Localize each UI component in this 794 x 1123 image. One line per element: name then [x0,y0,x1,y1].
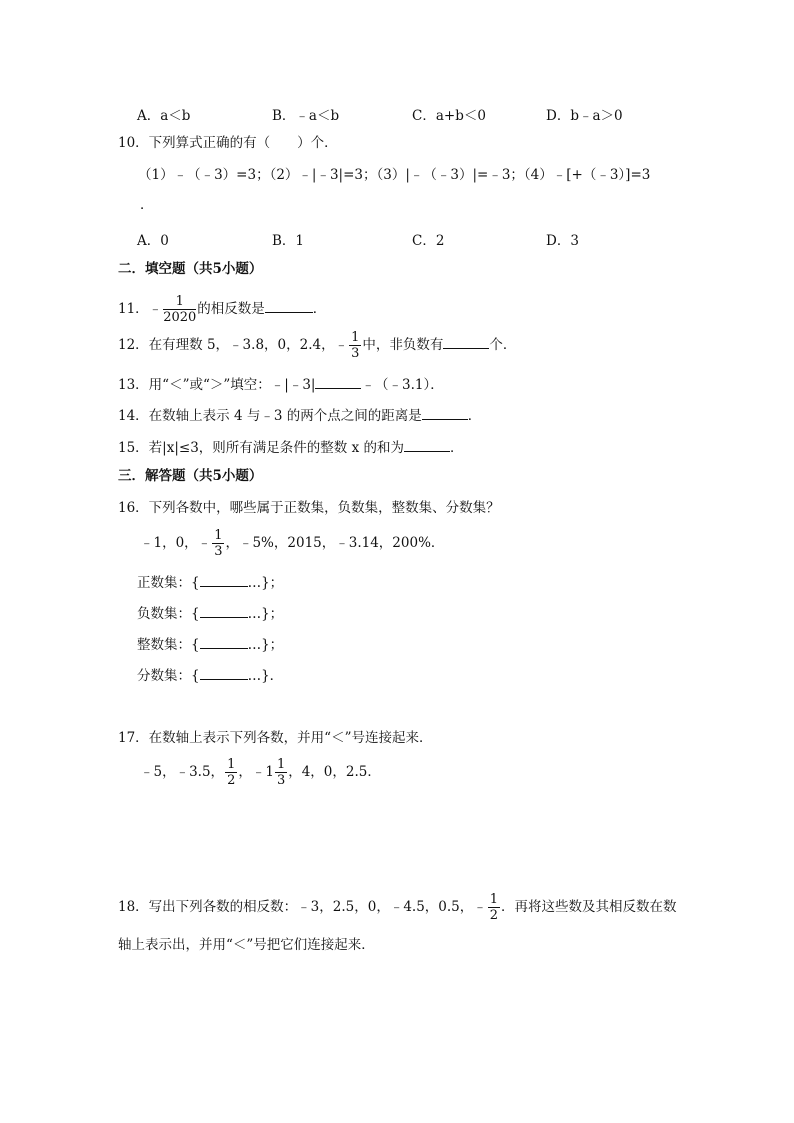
q16-fraction-blank[interactable] [200,665,248,680]
q9-option-a: A．a＜b [137,108,191,124]
q10-stem: 10．下列算式正确的有（ ）个． [118,135,338,151]
q15-answer-blank[interactable] [404,437,450,452]
q17-f1-numerator: 1 [227,757,236,772]
q16-set-end: …}； [247,575,284,591]
q17-f2-denominator: 3 [276,773,286,788]
q13-answer-blank[interactable] [315,374,361,389]
q10-option-b: B．1 [272,233,305,249]
q9-option-d: D．b﹣a＞0 [546,108,623,124]
q17-part-3: ，4，0，2.5． [288,764,381,780]
q12-numerator: 1 [351,330,360,345]
q9-option-b: B．﹣a＜b [272,108,340,124]
q14-end: ． [467,408,482,424]
q11-numerator: 1 [163,294,196,310]
q13-end: ﹣（﹣3.1）． [361,377,444,393]
q17-part-1: ﹣5，﹣3.5， [140,764,225,780]
q11-prefix: 11．﹣ [118,301,163,317]
q16-numerator: 1 [214,528,223,543]
q16-denominator: 3 [214,544,223,559]
q10-period: ． [140,197,154,213]
q10-option-c: C．2 [412,233,445,249]
q16-set-label: 正数集：{ [137,575,200,591]
q16-fraction [212,528,224,559]
q16-integer-blank[interactable] [200,634,248,649]
q15-end: ． [450,440,464,456]
q11-fraction [163,294,196,325]
q16-numbers [140,526,444,560]
q16-stem: 16．下列各数中，哪些属于正数集，负数集，整数集、分数集？ [118,500,500,516]
q17-part-2: ，﹣1 [238,764,274,780]
q16-numbers-suffix: ，﹣5%，2015，﹣3.14，200%． [225,535,445,551]
q17-f2-numerator: 1 [276,757,286,772]
question-15 [118,437,464,457]
q17-stem: 17．在数轴上表示下列各数，并用“＜”号连接起来． [118,730,433,746]
q14-text: 14．在数轴上表示 4 与﹣3 的两个点之间的距离是 [118,408,422,424]
q16-numbers-prefix: ﹣1，0，﹣ [140,535,212,551]
q17-fraction-1 [225,757,237,788]
q11-suffix: 的相反数是 [197,301,265,317]
q18-numerator: 1 [489,892,499,907]
q10-option-d: D．3 [546,233,579,249]
section-heading-answer: 三．解答题（共5小题） [118,468,263,484]
q16-positive-blank[interactable] [200,572,248,587]
q18-line-2: 轴上表示出，并用“＜”号把它们连接起来． [118,937,375,953]
q16-set-end: …}． [247,668,284,684]
q17-f1-denominator: 2 [227,773,236,788]
q18-part-1: 18．写出下列各数的相反数：﹣3，2.5，0，﹣4.5，0.5，﹣ [118,899,487,915]
q16-set-label: 整数集：{ [137,637,200,653]
q16-negative-blank[interactable] [200,603,248,618]
question-13 [118,374,444,394]
q11-denominator: 2020 [163,310,197,325]
question-12 [118,328,516,362]
q15-text: 15．若|x|≤3，则所有满足条件的整数 x 的和为 [118,440,404,456]
q18-line-1 [118,890,677,924]
q12-fraction [349,330,361,361]
q12-suffix: 中，非负数有 [362,337,444,353]
q9-option-c: C．a+b＜0 [412,108,486,124]
q13-prefix: 13．用“＜”或“＞”填空：﹣|﹣3| [118,377,316,393]
q16-set-end: …}； [247,637,284,653]
q16-set-end: …}； [247,606,284,622]
q11-answer-blank[interactable] [265,298,313,313]
q10-option-a: A．0 [137,233,169,249]
q16-set-label: 负数集：{ [137,606,200,622]
q17-numbers [140,755,381,789]
q12-denominator: 3 [351,346,360,361]
q12-end: 个． [489,337,517,353]
section-heading-fill-in: 二．填空题（共5小题） [118,261,263,277]
q12-answer-blank[interactable] [443,334,489,349]
q18-fraction [488,892,500,923]
question-14 [118,405,481,425]
q11-end: ． [312,301,327,317]
q10-expressions: （1）﹣（﹣3）=3；（2）﹣|﹣3|=3；（3）|﹣（﹣3）|=﹣3；（4）﹣[+（﹣3）]=3 [138,167,651,183]
q18-denominator: 2 [489,908,499,923]
q16-set-negative [137,603,283,623]
q18-part-2: ．再将这些数及其相反数在数 [501,899,677,915]
q16-set-fraction [137,665,283,685]
q14-answer-blank[interactable] [422,405,468,420]
q17-fraction-2 [275,757,287,788]
q16-set-label: 分数集：{ [137,668,200,684]
q16-set-positive [137,572,283,592]
q16-set-integer [137,634,283,654]
q12-prefix: 12．在有理数 5，﹣3.8，0，2.4，﹣ [118,337,349,353]
question-11 [118,292,326,326]
